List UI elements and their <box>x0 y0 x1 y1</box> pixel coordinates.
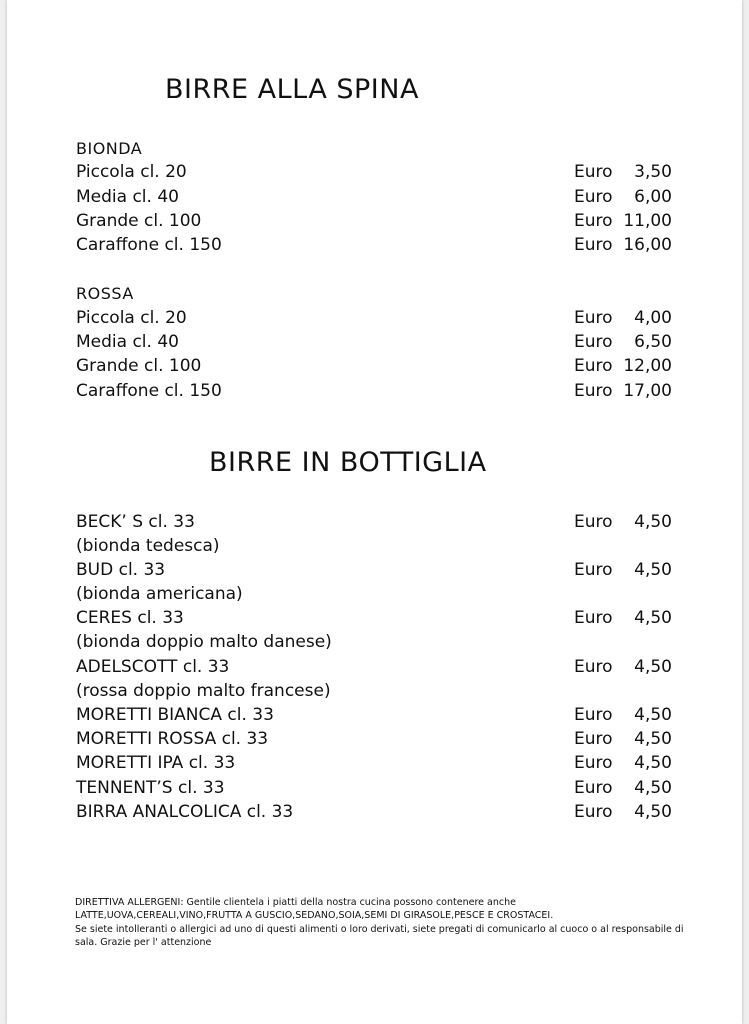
item-price: 4,50 <box>634 705 672 725</box>
item-name: Grande cl. 100 <box>76 211 202 231</box>
item-currency: Euro <box>574 753 613 773</box>
item-currency: Euro <box>574 778 613 798</box>
item-currency: Euro <box>574 162 613 182</box>
item-price: 4,50 <box>634 753 672 773</box>
item-currency: Euro <box>574 657 613 677</box>
item-name: Media cl. 40 <box>76 187 179 207</box>
menu-item-row <box>76 510 672 534</box>
item-currency: Euro <box>574 802 613 822</box>
section-title-spina: BIRRE ALLA SPINA <box>165 74 419 105</box>
section-title-bottiglia: BIRRE IN BOTTIGLIA <box>209 447 487 478</box>
item-price: 4,50 <box>634 778 672 798</box>
item-currency: Euro <box>574 356 613 376</box>
item-currency: Euro <box>574 729 613 749</box>
menu-item-row <box>76 606 672 630</box>
item-currency: Euro <box>574 332 613 352</box>
menu-item-row <box>76 379 672 403</box>
item-price: 12,00 <box>623 356 672 376</box>
item-description: (bionda tedesca) <box>76 536 220 556</box>
menu-item-row <box>76 703 672 727</box>
item-price: 4,00 <box>634 308 672 328</box>
item-name: ADELSCOTT cl. 33 <box>76 657 230 677</box>
item-price: 11,00 <box>623 211 672 231</box>
item-name: Caraffone cl. 150 <box>76 381 222 401</box>
item-name: MORETTI ROSSA cl. 33 <box>76 729 269 749</box>
allergen-notice-line: sala. Grazie per l' attenzione <box>75 936 212 948</box>
item-name: BUD cl. 33 <box>76 560 166 580</box>
item-price: 3,50 <box>634 162 672 182</box>
item-price: 4,50 <box>634 512 672 532</box>
item-price: 16,00 <box>623 235 672 255</box>
item-price: 4,50 <box>634 802 672 822</box>
menu-item-row <box>76 727 672 751</box>
item-price: 4,50 <box>634 657 672 677</box>
item-currency: Euro <box>574 608 613 628</box>
item-name: Grande cl. 100 <box>76 356 202 376</box>
item-currency: Euro <box>574 381 613 401</box>
item-currency: Euro <box>574 308 613 328</box>
item-name: MORETTI IPA cl. 33 <box>76 753 236 773</box>
category-label-bionda: BIONDA <box>76 139 143 158</box>
item-name: BIRRA ANALCOLICA cl. 33 <box>76 802 294 822</box>
menu-item-row <box>76 306 672 330</box>
item-name: Caraffone cl. 150 <box>76 235 222 255</box>
item-currency: Euro <box>574 211 613 231</box>
menu-item-row <box>76 185 672 209</box>
allergen-notice-line: Se siete intolleranti o allergici ad uno di questi alimenti o loro derivati, siete pregati di comunicarlo al cuoco o al responsabile di <box>75 923 684 935</box>
menu-item-row <box>76 233 672 257</box>
category-label-rossa: ROSSA <box>76 284 134 303</box>
menu-item-row <box>76 800 672 824</box>
menu-item-row <box>76 776 672 800</box>
allergen-notice-line: DIRETTIVA ALLERGENI: Gentile clientela i piatti della nostra cucina possono contenere anche <box>75 897 516 908</box>
item-description: (bionda americana) <box>76 584 243 604</box>
item-description: (rossa doppio malto francese) <box>76 681 331 701</box>
item-price: 6,50 <box>634 332 672 352</box>
item-name: MORETTI BIANCA cl. 33 <box>76 705 274 725</box>
item-price: 6,00 <box>634 187 672 207</box>
item-price: 4,50 <box>634 560 672 580</box>
item-name: Piccola cl. 20 <box>76 308 187 328</box>
menu-item-row <box>76 330 672 354</box>
item-name: BECK’ S cl. 33 <box>76 512 195 532</box>
item-name: Media cl. 40 <box>76 332 179 352</box>
item-price: 4,50 <box>634 608 672 628</box>
item-name: Piccola cl. 20 <box>76 162 187 182</box>
item-price: 4,50 <box>634 729 672 749</box>
menu-item-row <box>76 558 672 582</box>
allergen-notice <box>75 896 684 949</box>
menu-item-row <box>76 655 672 679</box>
item-description: (bionda doppio malto danese) <box>76 632 332 652</box>
menu-item-row <box>76 209 672 233</box>
item-currency: Euro <box>574 187 613 207</box>
item-name: CERES cl. 33 <box>76 608 184 628</box>
item-price: 17,00 <box>623 381 672 401</box>
item-currency: Euro <box>574 512 613 532</box>
item-currency: Euro <box>574 560 613 580</box>
menu-item-row <box>76 160 672 184</box>
item-currency: Euro <box>574 705 613 725</box>
menu-page <box>7 0 742 1024</box>
menu-item-row <box>76 751 672 775</box>
item-currency: Euro <box>574 235 613 255</box>
item-name: TENNENT’S cl. 33 <box>76 778 225 798</box>
menu-item-row <box>76 354 672 378</box>
allergen-notice-line: LATTE,UOVA,CEREALI,VINO,FRUTTA A GUSCIO,SEDANO,SOIA,SEMI DI GIRASOLE,PESCE E CROSTACEI. <box>75 910 554 922</box>
